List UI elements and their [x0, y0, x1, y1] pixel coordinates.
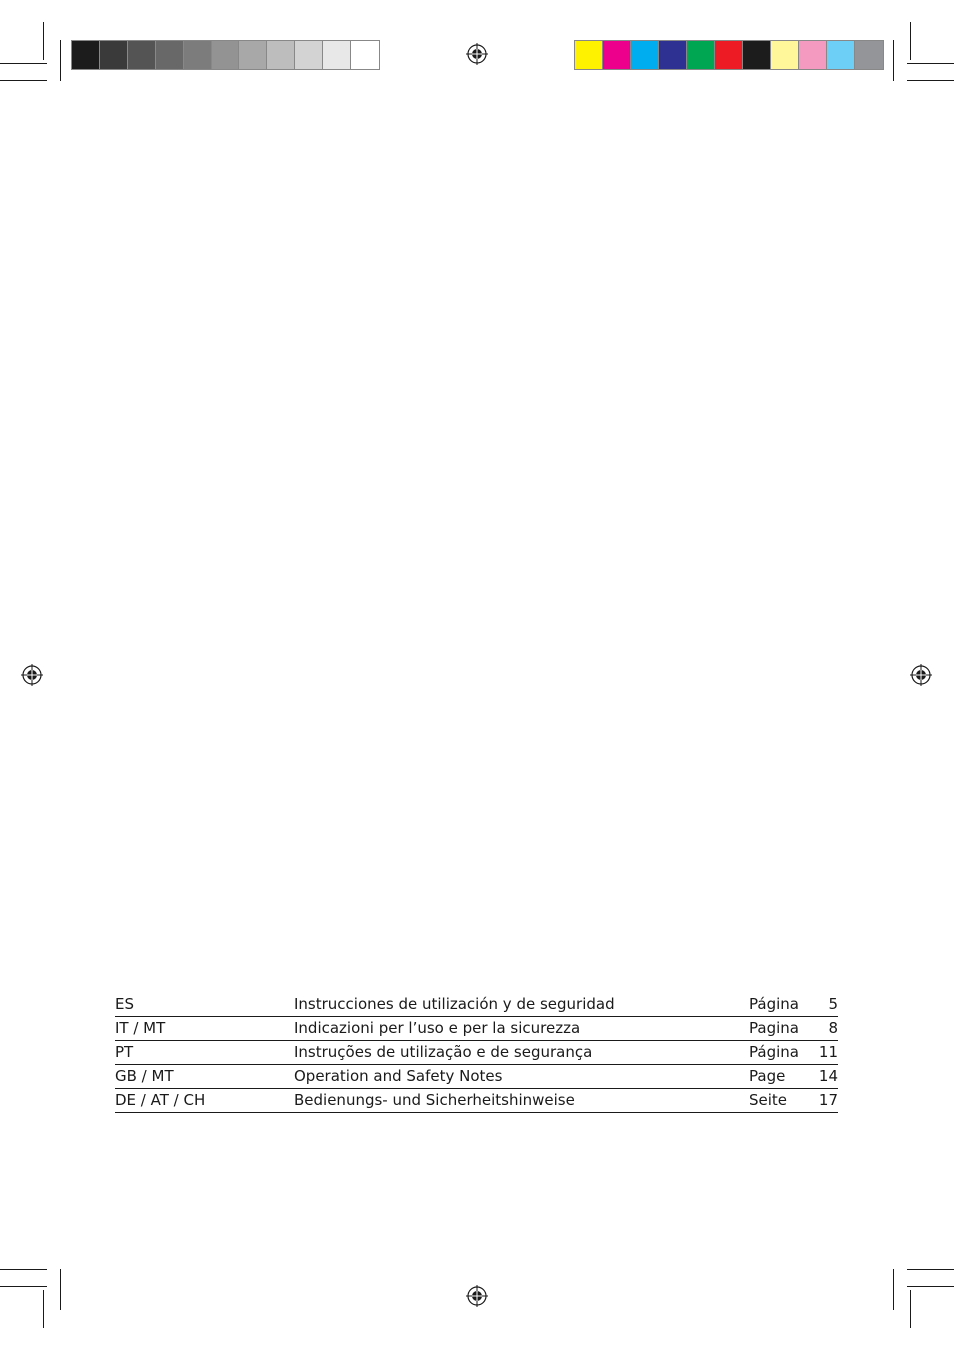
toc-title: Instruções de utilização e de segurança	[294, 1042, 593, 1061]
gray-swatch	[267, 41, 295, 69]
toc-language: DE / AT / CH	[115, 1090, 206, 1109]
toc-page-number: 5	[828, 994, 838, 1013]
crop-mark	[60, 40, 61, 81]
registration-mark-icon	[910, 664, 932, 686]
color-swatch	[799, 41, 827, 69]
table-of-contents	[115, 992, 838, 1113]
gray-swatch	[184, 41, 212, 69]
registration-mark-icon	[466, 43, 488, 65]
gray-swatch	[239, 41, 267, 69]
color-swatch	[631, 41, 659, 69]
crop-mark	[0, 1269, 47, 1270]
crop-mark	[43, 1290, 44, 1328]
toc-page-number: 14	[818, 1066, 838, 1085]
toc-page-number: 8	[828, 1018, 838, 1037]
color-swatch	[575, 41, 603, 69]
gray-swatch	[351, 41, 379, 69]
crop-mark	[907, 63, 954, 64]
toc-row[interactable]	[115, 1088, 838, 1112]
toc-title: Indicazioni per l’uso e per la sicurezza	[294, 1018, 581, 1037]
crop-mark	[907, 1269, 954, 1270]
crop-mark	[907, 1286, 954, 1287]
toc-title: Operation and Safety Notes	[294, 1066, 503, 1085]
toc-page-word: Página	[749, 994, 799, 1013]
gray-swatch	[295, 41, 323, 69]
color-swatch	[855, 41, 883, 69]
color-calibration-bar	[574, 40, 884, 70]
crop-mark	[0, 1286, 47, 1287]
toc-page-word: Página	[749, 1042, 799, 1061]
color-swatch	[687, 41, 715, 69]
color-swatch	[659, 41, 687, 69]
toc-title: Bedienungs- und Sicherheitshinweise	[294, 1090, 575, 1109]
toc-row[interactable]	[115, 992, 838, 1016]
gray-swatch	[100, 41, 128, 69]
crop-mark	[0, 63, 47, 64]
crop-mark	[907, 80, 954, 81]
gray-swatch	[212, 41, 240, 69]
crop-mark	[910, 1290, 911, 1328]
toc-row[interactable]	[115, 1016, 838, 1040]
color-swatch	[827, 41, 855, 69]
color-swatch	[743, 41, 771, 69]
registration-mark-icon	[466, 1285, 488, 1307]
crop-mark	[910, 22, 911, 60]
crop-mark	[43, 22, 44, 60]
toc-row[interactable]	[115, 1064, 838, 1088]
toc-language: IT / MT	[115, 1018, 166, 1037]
registration-mark-icon	[21, 664, 43, 686]
grayscale-calibration-bar	[71, 40, 380, 70]
crop-mark	[0, 80, 47, 81]
toc-title: Instrucciones de utilización y de seguridad	[294, 994, 615, 1013]
toc-language: ES	[115, 994, 134, 1013]
crop-mark	[60, 1269, 61, 1310]
toc-page-number: 17	[818, 1090, 838, 1109]
toc-language: PT	[115, 1042, 134, 1061]
crop-mark	[893, 40, 894, 81]
color-swatch	[771, 41, 799, 69]
color-swatch	[603, 41, 631, 69]
toc-row[interactable]	[115, 1040, 838, 1064]
toc-page-number: 11	[818, 1042, 838, 1061]
toc-language: GB / MT	[115, 1066, 174, 1085]
gray-swatch	[72, 41, 100, 69]
toc-page-word: Seite	[749, 1090, 788, 1109]
gray-swatch	[156, 41, 184, 69]
toc-page-word: Page	[749, 1066, 786, 1085]
crop-mark	[893, 1269, 894, 1310]
toc-page-word: Pagina	[749, 1018, 799, 1037]
gray-swatch	[128, 41, 156, 69]
gray-swatch	[323, 41, 351, 69]
color-swatch	[715, 41, 743, 69]
